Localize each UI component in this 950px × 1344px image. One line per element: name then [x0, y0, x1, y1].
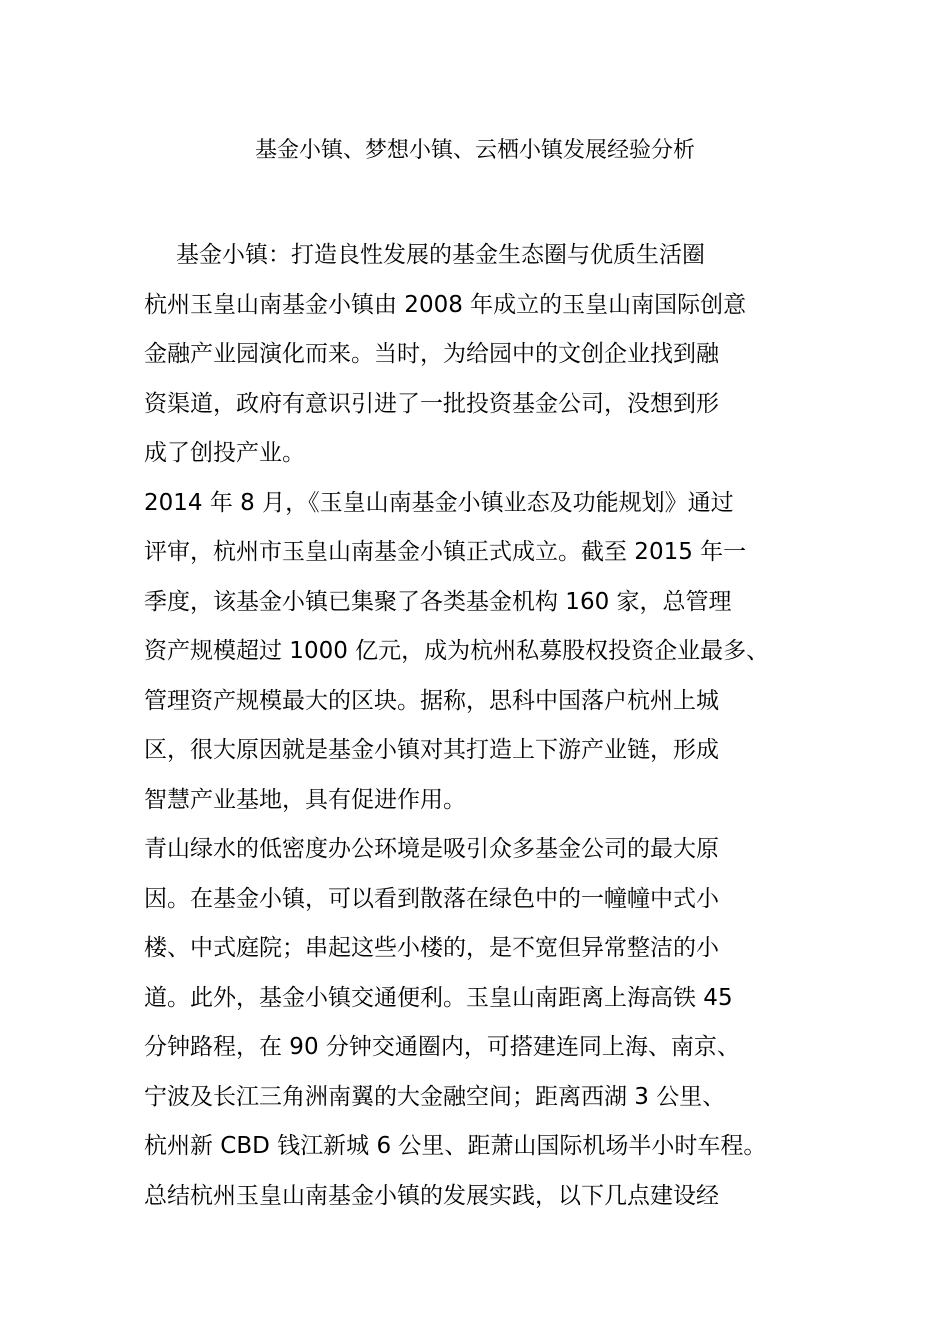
- text-line: 资产规模超过 1000 亿元，成为杭州私募股权投资企业最多、: [144, 638, 770, 664]
- text-line: 分钟路程，在 90 分钟交通圈内，可搭建连同上海、南京、: [144, 1034, 740, 1060]
- text-line: 道。此外，基金小镇交通便利。玉皇山南距离上海高铁 45: [144, 984, 733, 1011]
- text-line: 区，很大原因就是基金小镇对其打造上下游产业链，形成: [144, 737, 719, 763]
- document-title: 基金小镇、梦想小镇、云栖小镇发展经验分析: [254, 138, 695, 163]
- text-line: 智慧产业基地，具有促进作用。: [144, 786, 466, 813]
- text-line: 宁波及长江三角洲南翼的大金融空间；距离西湖 3 公里、: [144, 1083, 726, 1110]
- text-line: 楼、中式庭院；串起这些小楼的，是不宽但异常整洁的小: [144, 935, 719, 961]
- text-line: 因。在基金小镇，可以看到散落在绿色中的一幢幢中式小: [144, 885, 719, 912]
- text-line: 总结杭州玉皇山南基金小镇的发展实践，以下几点建设经: [144, 1182, 719, 1209]
- section-heading: 基金小镇：打造良性发展的基金生态圈与优质生活圈: [176, 242, 705, 268]
- document-body: [144, 231, 844, 1221]
- text-line: 评审，杭州市玉皇山南基金小镇正式成立。截至 2015 年一: [144, 539, 747, 565]
- text-line: 2014 年 8 月，《玉皇山南基金小镇业态及功能规划》通过: [144, 489, 734, 516]
- text-line: 季度，该基金小镇已集聚了各类基金机构 160 家，总管理: [144, 588, 732, 615]
- text-line: 资渠道，政府有意识引进了一批投资基金公司，没想到形: [144, 390, 719, 417]
- text-line: 成了创投产业。: [144, 440, 305, 466]
- text-line: 金融产业园演化而来。当时，为给园中的文创企业找到融: [144, 341, 719, 367]
- text-line: 杭州玉皇山南基金小镇由 2008 年成立的玉皇山南国际创意: [144, 291, 747, 318]
- text-line: 杭州新 CBD 钱江新城 6 公里、距萧山国际机场半小时车程。: [144, 1133, 767, 1159]
- text-line: 青山绿水的低密度办公环境是吸引众多基金公司的最大原: [144, 836, 719, 862]
- text-line: 管理资产规模最大的区块。据称，思科中国落户杭州上城: [144, 687, 719, 714]
